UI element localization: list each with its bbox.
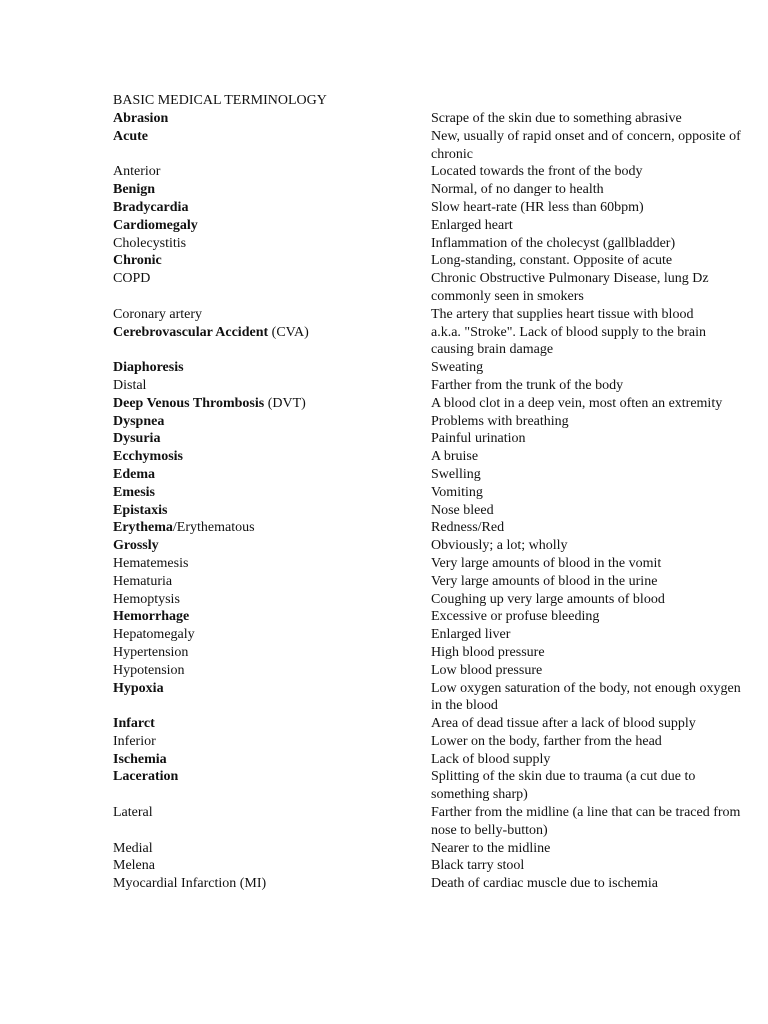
term-bold-text: Ischemia xyxy=(113,751,167,767)
term-bold-text: Hypoxia xyxy=(113,680,164,696)
glossary-entry xyxy=(113,502,743,520)
term-bold-text: Abrasion xyxy=(113,111,169,126)
glossary-term xyxy=(113,626,431,644)
glossary-definition: Enlarged liver xyxy=(431,627,511,643)
glossary-entry xyxy=(113,466,743,484)
term-regular-text: Anterior xyxy=(113,164,161,180)
glossary-entry xyxy=(113,555,743,573)
terminology-list xyxy=(113,110,743,893)
glossary-definition: Nose bleed xyxy=(431,502,494,518)
glossary-term xyxy=(113,306,431,324)
glossary-entry xyxy=(113,733,743,751)
glossary-definition: Scrape of the skin due to something abrasive xyxy=(431,111,682,126)
glossary-term xyxy=(113,537,431,555)
term-regular-text: (CVA) xyxy=(268,324,309,340)
glossary-entry xyxy=(113,217,743,235)
term-regular-text: Hypotension xyxy=(113,662,185,678)
glossary-term xyxy=(113,484,431,502)
term-regular-text: Hypertension xyxy=(113,644,189,660)
glossary-entry xyxy=(113,199,743,217)
glossary-definition: Long-standing, constant. Opposite of acute xyxy=(431,253,673,269)
glossary-definition: Painful urination xyxy=(431,431,526,447)
glossary-definition: a.k.a. "Stroke". Lack of blood supply to the brain causing brain damage xyxy=(431,324,707,358)
glossary-definition: Located towards the front of the body xyxy=(431,164,643,180)
glossary-term xyxy=(113,680,431,716)
term-bold-text: Cerebrovascular Accident xyxy=(113,324,269,340)
glossary-term xyxy=(113,217,431,235)
term-bold-text: Edema xyxy=(113,466,155,482)
term-bold-text: Benign xyxy=(113,182,156,198)
glossary-entry xyxy=(113,680,743,716)
glossary-term xyxy=(113,448,431,466)
term-bold-text: Erythema xyxy=(113,520,173,536)
glossary-entry xyxy=(113,751,743,769)
term-regular-text: Lateral xyxy=(113,805,153,821)
glossary-entry xyxy=(113,804,743,840)
glossary-definition: Farther from the midline (a line that can be traced from nose to belly-button) xyxy=(431,805,741,838)
term-bold-text: Laceration xyxy=(113,769,179,785)
glossary-term xyxy=(113,608,431,626)
glossary-definition: Excessive or profuse bleeding xyxy=(431,609,600,625)
glossary-term xyxy=(113,751,431,769)
glossary-definition: Slow heart-rate (HR less than 60bpm) xyxy=(431,199,644,215)
glossary-definition: Splitting of the skin due to trauma (a cut due to something sharp) xyxy=(431,769,696,803)
glossary-term xyxy=(113,555,431,573)
term-regular-text: Hepatomegaly xyxy=(113,627,195,643)
term-regular-text: Hemoptysis xyxy=(113,591,180,607)
glossary-definition: Enlarged heart xyxy=(431,217,513,233)
glossary-entry xyxy=(113,573,743,591)
glossary-entry xyxy=(113,591,743,609)
glossary-entry xyxy=(113,128,743,164)
term-bold-text: Cardiomegaly xyxy=(113,217,198,233)
glossary-definition: A blood clot in a deep vein, most often an extremity xyxy=(431,395,723,411)
glossary-entry xyxy=(113,608,743,626)
glossary-definition: Very large amounts of blood in the urine xyxy=(431,573,658,589)
glossary-definition: High blood pressure xyxy=(431,644,545,660)
term-bold-text: Diaphoresis xyxy=(113,360,184,376)
term-regular-text: Hematuria xyxy=(113,573,173,589)
term-regular-text: Myocardial Infarction (MI) xyxy=(113,876,267,892)
glossary-entry xyxy=(113,395,743,413)
glossary-definition: Very large amounts of blood in the vomit xyxy=(431,555,662,571)
glossary-definition: Area of dead tissue after a lack of blood supply xyxy=(431,716,696,732)
glossary-term xyxy=(113,519,431,537)
glossary-definition: Black tarry stool xyxy=(431,858,525,874)
glossary-term xyxy=(113,857,431,875)
term-bold-text: Acute xyxy=(113,128,148,144)
term-bold-text: Deep Venous Thrombosis xyxy=(113,395,265,411)
glossary-entry xyxy=(113,163,743,181)
glossary-entry xyxy=(113,840,743,858)
glossary-term xyxy=(113,768,431,804)
glossary-entry xyxy=(113,324,743,360)
term-regular-text: Medial xyxy=(113,840,153,856)
glossary-definition: Low oxygen saturation of the body, not enough oxygen in the blood xyxy=(431,680,741,714)
glossary-term xyxy=(113,573,431,591)
glossary-term xyxy=(113,199,431,217)
glossary-entry xyxy=(113,875,743,893)
glossary-term xyxy=(113,235,431,253)
term-regular-text: Cholecystitis xyxy=(113,235,187,251)
glossary-term xyxy=(113,662,431,680)
glossary-term xyxy=(113,733,431,751)
term-bold-text: Ecchymosis xyxy=(113,449,183,465)
glossary-term xyxy=(113,591,431,609)
term-bold-text: Bradycardia xyxy=(113,199,189,215)
glossary-term xyxy=(113,163,431,181)
term-bold-text: Chronic xyxy=(113,253,162,269)
term-bold-text: Emesis xyxy=(113,484,155,500)
glossary-definition: Nearer to the midline xyxy=(431,840,551,856)
term-regular-text: Hematemesis xyxy=(113,555,189,571)
term-bold-text: Dysuria xyxy=(113,431,161,447)
glossary-definition: Death of cardiac muscle due to ischemia xyxy=(431,876,659,892)
glossary-definition: Lack of blood supply xyxy=(431,751,551,767)
glossary-term xyxy=(113,359,431,377)
glossary-term xyxy=(113,252,431,270)
glossary-entry xyxy=(113,644,743,662)
glossary-term xyxy=(113,324,431,360)
glossary-entry xyxy=(113,768,743,804)
glossary-term xyxy=(113,466,431,484)
glossary-entry xyxy=(113,519,743,537)
glossary-definition: Low blood pressure xyxy=(431,662,543,678)
glossary-entry xyxy=(113,359,743,377)
glossary-definition: Swelling xyxy=(431,466,481,482)
glossary-term xyxy=(113,875,431,893)
glossary-term xyxy=(113,181,431,199)
glossary-entry xyxy=(113,448,743,466)
term-regular-text: Inferior xyxy=(113,733,156,749)
term-bold-text: Epistaxis xyxy=(113,502,168,518)
glossary-entry xyxy=(113,181,743,199)
term-regular-text: Distal xyxy=(113,377,147,393)
glossary-term xyxy=(113,430,431,448)
glossary-entry xyxy=(113,270,743,306)
glossary-term xyxy=(113,644,431,662)
term-bold-text: Hemorrhage xyxy=(113,609,190,625)
glossary-definition: Chronic Obstructive Pulmonary Disease, lung Dz commonly seen in smokers xyxy=(431,271,709,304)
glossary-term xyxy=(113,840,431,858)
glossary-entry xyxy=(113,413,743,431)
glossary-definition: The artery that supplies heart tissue with blood xyxy=(431,306,694,322)
term-regular-text: Coronary artery xyxy=(113,306,203,322)
term-regular-text: (DVT) xyxy=(264,395,306,411)
glossary-definition: Sweating xyxy=(431,360,484,376)
glossary-term xyxy=(113,502,431,520)
glossary-entry xyxy=(113,252,743,270)
glossary-term xyxy=(113,128,431,164)
glossary-term xyxy=(113,413,431,431)
glossary-definition: New, usually of rapid onset and of concern, opposite of chronic xyxy=(431,128,741,162)
glossary-entry xyxy=(113,235,743,253)
document-title: BASIC MEDICAL TERMINOLOGY xyxy=(113,93,327,108)
glossary-term xyxy=(113,715,431,733)
glossary-term xyxy=(113,270,431,306)
glossary-entry xyxy=(113,430,743,448)
glossary-definition: Normal, of no danger to health xyxy=(431,182,604,198)
glossary-definition: Lower on the body, farther from the head xyxy=(431,733,662,749)
glossary-entry xyxy=(113,484,743,502)
glossary-definition: Obviously; a lot; wholly xyxy=(431,538,568,554)
glossary-definition: Inflammation of the cholecyst (gallbladder) xyxy=(431,235,676,251)
glossary-entry xyxy=(113,377,743,395)
glossary-entry xyxy=(113,306,743,324)
glossary-definition: Vomiting xyxy=(431,484,483,500)
glossary-term xyxy=(113,110,431,128)
glossary-entry xyxy=(113,626,743,644)
glossary-term xyxy=(113,804,431,840)
glossary-term xyxy=(113,395,431,413)
glossary-definition: Problems with breathing xyxy=(431,413,569,429)
glossary-definition: Redness/Red xyxy=(431,520,505,536)
term-regular-text: Melena xyxy=(113,858,155,874)
glossary-definition: A bruise xyxy=(431,449,479,465)
glossary-definition: Farther from the trunk of the body xyxy=(431,377,624,393)
glossary-entry xyxy=(113,715,743,733)
glossary-term xyxy=(113,377,431,395)
term-regular-text: COPD xyxy=(113,271,151,287)
glossary-definition: Coughing up very large amounts of blood xyxy=(431,591,665,607)
term-regular-text: /Erythematous xyxy=(172,520,255,536)
glossary-entry xyxy=(113,537,743,555)
term-bold-text: Grossly xyxy=(113,538,159,554)
term-bold-text: Infarct xyxy=(113,716,155,732)
glossary-entry xyxy=(113,662,743,680)
term-bold-text: Dyspnea xyxy=(113,413,165,429)
glossary-entry xyxy=(113,857,743,875)
glossary-entry xyxy=(113,110,743,128)
